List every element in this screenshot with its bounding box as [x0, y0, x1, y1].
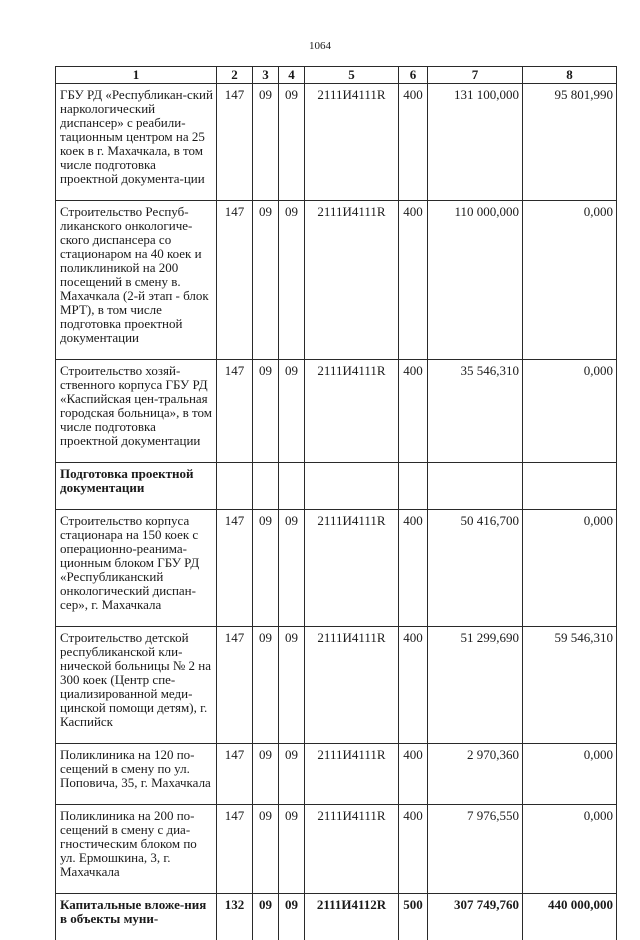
row-col2-cell	[217, 463, 253, 510]
row-name-cell: Поликлиника на 200 по-сещений в смену с диа-гностическим блоком по ул. Ермошкина, 3, г. Махачкала	[56, 805, 217, 894]
row-col4-cell: 09	[279, 744, 305, 805]
table-row	[56, 894, 617, 940]
table-row	[56, 360, 617, 463]
row-name-cell: Строительство детской республиканской кли-нической больницы № 2 на 300 коек (Центр спе-циализированной меди-цинской помощи детям), г. Каспийск	[56, 627, 217, 744]
budget-table-sheet	[55, 66, 616, 905]
row-code-cell: 2111И4112R	[305, 894, 399, 940]
row-col3-cell: 09	[253, 510, 279, 627]
row-code-cell: 2111И4111R	[305, 360, 399, 463]
row-name-cell: ГБУ РД «Республикан-ский наркологический диспансер» с реабили-тационным центром на 25 коек в г. Махачкала, в том числе подготовка проектной документа-ции	[56, 84, 217, 201]
row-amount-cell: 35 546,310	[428, 360, 523, 463]
row-code-cell	[305, 463, 399, 510]
row-name-cell: Строительство хозяй-ственного корпуса ГБУ РД «Каспийская цен-тральная городская больница», в том числе подготовка проектной документации	[56, 360, 217, 463]
header-row	[56, 67, 617, 84]
table-row	[56, 463, 617, 510]
column-header: 4	[279, 67, 305, 84]
row-amount-cell: 2 970,360	[428, 744, 523, 805]
row-col2-cell: 147	[217, 627, 253, 744]
row-col6-cell: 400	[399, 360, 428, 463]
row-amount-cell	[428, 463, 523, 510]
column-header: 5	[305, 67, 399, 84]
row-amount-cell: 110 000,000	[428, 201, 523, 360]
column-header: 3	[253, 67, 279, 84]
row-amount2-cell: 0,000	[523, 744, 617, 805]
row-col2-cell: 147	[217, 510, 253, 627]
row-amount2-cell: 0,000	[523, 201, 617, 360]
row-col4-cell: 09	[279, 894, 305, 940]
row-col3-cell: 09	[253, 84, 279, 201]
table-row	[56, 84, 617, 201]
row-col4-cell: 09	[279, 84, 305, 201]
row-col2-cell: 132	[217, 894, 253, 940]
column-header: 1	[56, 67, 217, 84]
row-amount2-cell: 0,000	[523, 360, 617, 463]
column-header: 2	[217, 67, 253, 84]
column-header: 8	[523, 67, 617, 84]
row-col4-cell: 09	[279, 201, 305, 360]
row-col6-cell: 400	[399, 627, 428, 744]
row-col4-cell: 09	[279, 360, 305, 463]
page-number: 1064	[0, 40, 640, 52]
row-code-cell: 2111И4111R	[305, 510, 399, 627]
row-col3-cell: 09	[253, 201, 279, 360]
row-name-cell: Поликлиника на 120 по-сещений в смену по ул. Поповича, 35, г. Махачкала	[56, 744, 217, 805]
row-col2-cell: 147	[217, 744, 253, 805]
row-amount2-cell	[523, 463, 617, 510]
row-code-cell: 2111И4111R	[305, 627, 399, 744]
row-col3-cell	[253, 463, 279, 510]
row-col6-cell: 400	[399, 744, 428, 805]
row-code-cell: 2111И4111R	[305, 201, 399, 360]
row-col4-cell: 09	[279, 805, 305, 894]
table-row	[56, 805, 617, 894]
row-name-cell: Капитальные вложе-ния в объекты муни-	[56, 894, 217, 940]
row-col6-cell: 400	[399, 201, 428, 360]
row-col6-cell: 400	[399, 510, 428, 627]
row-amount-cell: 7 976,550	[428, 805, 523, 894]
row-amount-cell: 51 299,690	[428, 627, 523, 744]
row-code-cell: 2111И4111R	[305, 805, 399, 894]
row-col2-cell: 147	[217, 84, 253, 201]
row-amount2-cell: 95 801,990	[523, 84, 617, 201]
row-col3-cell: 09	[253, 805, 279, 894]
table-row	[56, 627, 617, 744]
row-amount-cell: 50 416,700	[428, 510, 523, 627]
row-amount2-cell: 0,000	[523, 510, 617, 627]
row-amount2-cell: 440 000,000	[523, 894, 617, 940]
row-col3-cell: 09	[253, 894, 279, 940]
row-col6-cell: 500	[399, 894, 428, 940]
column-header: 7	[428, 67, 523, 84]
row-col4-cell: 09	[279, 510, 305, 627]
row-col4-cell: 09	[279, 627, 305, 744]
row-col2-cell: 147	[217, 201, 253, 360]
row-col6-cell: 400	[399, 805, 428, 894]
row-name-cell: Строительство корпуса стационара на 150 коек с операционно-реанима-ционным блоком ГБУ РД «Республиканский онкологический диспан-сер», г. Махачкала	[56, 510, 217, 627]
table-row	[56, 201, 617, 360]
row-col6-cell: 400	[399, 84, 428, 201]
table-row	[56, 510, 617, 627]
budget-table	[55, 66, 617, 940]
table-row	[56, 744, 617, 805]
row-amount2-cell: 59 546,310	[523, 627, 617, 744]
row-col2-cell: 147	[217, 805, 253, 894]
row-name-cell: Подготовка проектной документации	[56, 463, 217, 510]
row-amount-cell: 131 100,000	[428, 84, 523, 201]
row-code-cell: 2111И4111R	[305, 744, 399, 805]
row-amount2-cell: 0,000	[523, 805, 617, 894]
row-amount-cell: 307 749,760	[428, 894, 523, 940]
row-col3-cell: 09	[253, 627, 279, 744]
row-col6-cell	[399, 463, 428, 510]
column-header: 6	[399, 67, 428, 84]
row-col2-cell: 147	[217, 360, 253, 463]
row-col4-cell	[279, 463, 305, 510]
row-col3-cell: 09	[253, 744, 279, 805]
row-code-cell: 2111И4111R	[305, 84, 399, 201]
row-name-cell: Строительство Респуб-ликанского онкологиче-ского диспансера со стационаром на 40 коек и поликлиникой на 200 посещений в смену в. Махачкала (2-й этап - блок МРТ), в том числе подготовка проектной документации	[56, 201, 217, 360]
row-col3-cell: 09	[253, 360, 279, 463]
